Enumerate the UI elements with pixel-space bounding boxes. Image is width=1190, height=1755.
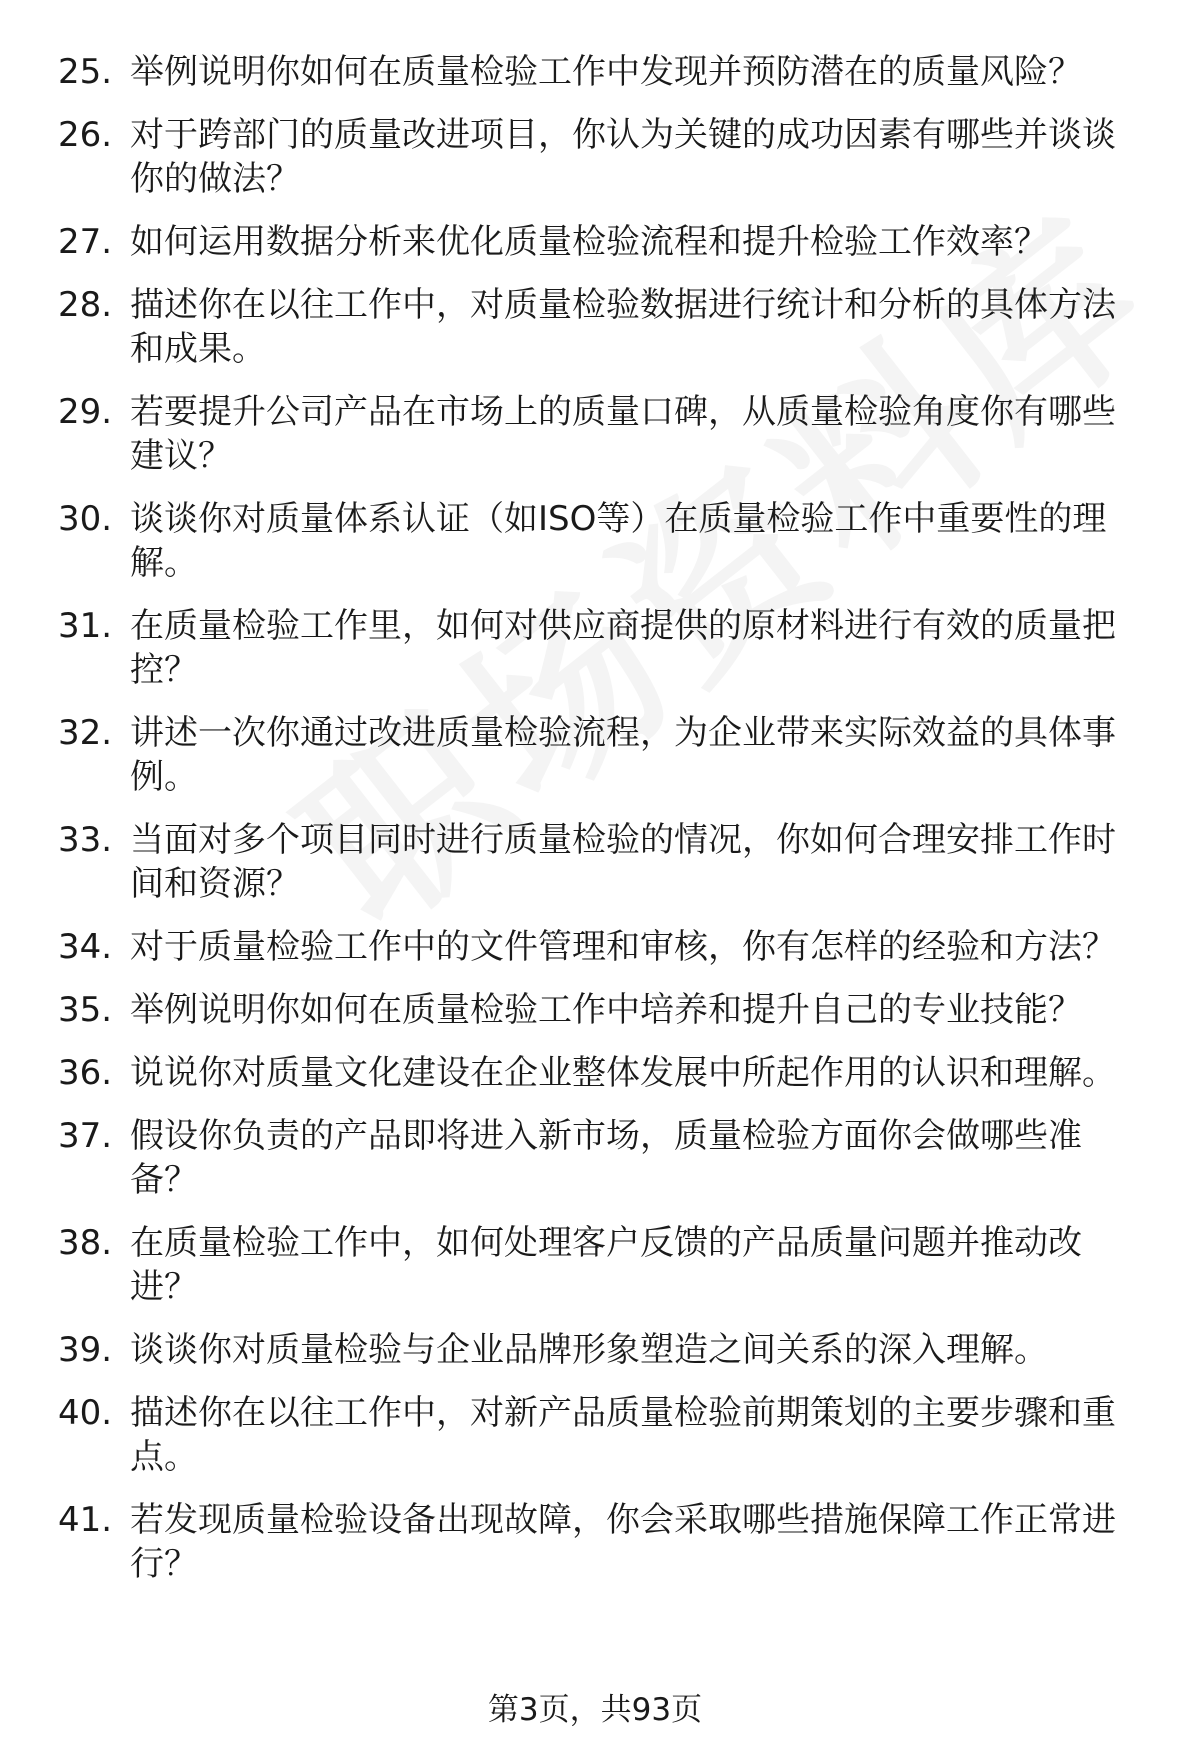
list-item — [58, 50, 1144, 94]
question-number: 28. — [58, 285, 113, 325]
list-item — [58, 220, 1144, 264]
list-item — [58, 1498, 1144, 1586]
question-text: 若要提升公司产品在市场上的质量口碑，从质量检验角度你有哪些建议？ — [130, 392, 1116, 476]
list-item — [58, 604, 1144, 692]
question-number: 40. — [58, 1393, 113, 1433]
list-item — [58, 711, 1144, 799]
question-number: 26. — [58, 115, 113, 155]
list-item — [58, 1391, 1144, 1479]
question-text: 说说你对质量文化建设在企业整体发展中所起作用的认识和理解。 — [130, 1053, 1116, 1093]
question-text: 若发现质量检验设备出现故障，你会采取哪些措施保障工作正常进行？ — [130, 1500, 1116, 1584]
list-item — [58, 390, 1144, 478]
question-number: 41. — [58, 1500, 113, 1540]
question-text: 描述你在以往工作中，对质量检验数据进行统计和分析的具体方法和成果。 — [130, 285, 1116, 369]
list-item — [58, 818, 1144, 906]
question-number: 32. — [58, 713, 113, 753]
question-text: 如何运用数据分析来优化质量检验流程和提升检验工作效率？ — [130, 222, 1048, 262]
question-text: 假设你负责的产品即将进入新市场，质量检验方面你会做哪些准备？ — [130, 1116, 1082, 1200]
question-number: 29. — [58, 392, 113, 432]
question-text: 对于质量检验工作中的文件管理和审核，你有怎样的经验和方法？ — [130, 927, 1116, 967]
question-number: 31. — [58, 606, 113, 646]
question-text: 当面对多个项目同时进行质量检验的情况，你如何合理安排工作时间和资源？ — [130, 820, 1116, 904]
question-number: 30. — [58, 499, 113, 539]
list-item — [58, 1221, 1144, 1309]
question-text: 对于跨部门的质量改进项目，你认为关键的成功因素有哪些并谈谈你的做法？ — [130, 115, 1116, 199]
list-item — [58, 925, 1144, 969]
question-number: 25. — [58, 52, 113, 92]
question-number: 38. — [58, 1223, 113, 1263]
question-number: 35. — [58, 990, 113, 1030]
question-text: 在质量检验工作中，如何处理客户反馈的产品质量问题并推动改进？ — [130, 1223, 1082, 1307]
question-text: 讲述一次你通过改进质量检验流程，为企业带来实际效益的具体事例。 — [130, 713, 1116, 797]
question-text: 描述你在以往工作中，对新产品质量检验前期策划的主要步骤和重点。 — [130, 1393, 1116, 1477]
question-number: 37. — [58, 1116, 113, 1156]
question-number: 36. — [58, 1053, 113, 1093]
page-footer: 第3页，共93页 — [487, 1692, 703, 1728]
list-item — [58, 1051, 1144, 1095]
list-item — [58, 113, 1144, 201]
list-item — [58, 1114, 1144, 1202]
list-item — [58, 283, 1144, 371]
list-item — [58, 1328, 1144, 1372]
question-text: 举例说明你如何在质量检验工作中发现并预防潜在的质量风险？ — [130, 52, 1082, 92]
question-number: 39. — [58, 1330, 113, 1370]
question-text: 举例说明你如何在质量检验工作中培养和提升自己的专业技能？ — [130, 990, 1082, 1030]
question-number: 34. — [58, 927, 113, 967]
question-text: 在质量检验工作里，如何对供应商提供的原材料进行有效的质量把控？ — [130, 606, 1116, 690]
list-item — [58, 497, 1144, 585]
list-item — [58, 988, 1144, 1032]
question-number: 27. — [58, 222, 113, 262]
question-text: 谈谈你对质量体系认证（如ISO等）在质量检验工作中重要性的理解。 — [130, 499, 1107, 583]
question-text: 谈谈你对质量检验与企业品牌形象塑造之间关系的深入理解。 — [130, 1330, 1048, 1370]
question-number: 33. — [58, 820, 113, 860]
question-list — [58, 50, 1144, 1605]
